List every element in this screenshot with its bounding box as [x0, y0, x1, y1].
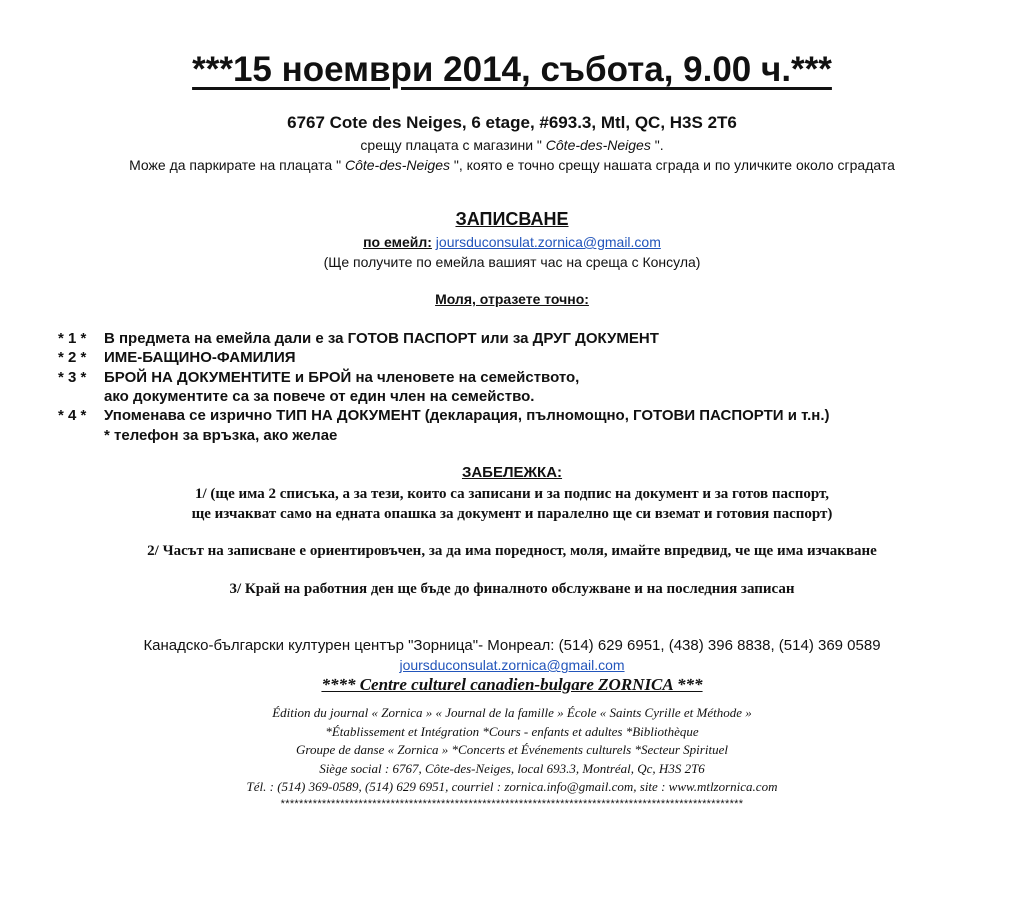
parking-text: Може да паркирате на плацата " — [129, 157, 345, 173]
opposite-text: срещу плацата с магазини " — [360, 137, 546, 153]
opposite-end: ". — [650, 137, 664, 153]
list-item-text: БРОЙ НА ДОКУМЕНТИТЕ и БРОЙ на членовете на семейството, — [104, 369, 580, 386]
note-3: 3/ Край на работния ден ще бъде до финалното обслужване и на последния записан — [229, 581, 795, 597]
parking-line — [0, 157, 1024, 173]
email-label: по емейл: — [363, 234, 432, 250]
list-item-text: В предмета на емейла дали е за ГОТОВ ПАСПОРТ или за ДРУГ ДОКУМЕНТ — [104, 330, 659, 347]
footer-line-3: Groupe de danse « Zornica » *Concerts et Événements culturels *Secteur Spirituel — [296, 742, 728, 757]
event-date-title-text: ***15 ноември 2014, събота, 9.00 ч.*** — [192, 50, 832, 89]
footer-line-5: Tél. : (514) 369-0589, (514) 629 6951, courriel : zornica.info@gmail.com, site : www.mtlzornica.com — [246, 779, 778, 794]
opposite-line — [0, 137, 1024, 153]
opposite-place: Côte-des-Neiges — [545, 137, 651, 153]
list-item-number: * 1 * — [58, 330, 87, 347]
list-item-text: ИМЕ-БАЩИНО-ФАМИЛИЯ — [104, 349, 296, 366]
registration-email-note: (Ще получите по емейла вашият час на среща с Консула) — [323, 254, 701, 270]
list-item-text: Упоменава се изрично ТИП НА ДОКУМЕНТ (декларация, пълномощно, ГОТОВИ ПАСПОРТИ и т.н.) — [104, 407, 830, 424]
parking-place: Côte-des-Neiges — [344, 157, 451, 173]
please-note: Моля, отразете точно: — [435, 291, 589, 307]
notes-title: ЗАБЕЛЕЖКА: — [461, 464, 563, 481]
note-1a: 1/ (ще има 2 списъка, а за тези, които са записани и за подпис на документ и за готов паспорт, — [195, 486, 829, 502]
registration-email-link[interactable]: joursduconsulat.zornica@gmail.com — [435, 234, 661, 250]
note-1b: ще изчакват само на едната опашка за документ и паралелно ще си вземат и готовия паспорт) — [191, 506, 833, 522]
event-date-title — [0, 50, 1024, 90]
address: 6767 Cote des Neiges, 6 etage, #693.3, Mtl, QC, H3S 2T6 — [287, 113, 737, 132]
footer-email — [0, 657, 1024, 673]
footer-email-link[interactable]: joursduconsulat.zornica@gmail.com — [399, 657, 625, 673]
registration-title: ЗАПИСВАНЕ — [455, 209, 569, 229]
center-name-text: **** Centre culturel canadien-bulgare ZORNICA *** — [321, 675, 703, 694]
registration-email-line — [0, 234, 1024, 250]
parking-end: ", която е точно срещу нашата сграда и по уличките около сградата — [450, 157, 895, 173]
footer-line-1: Édition du journal « Zornica » « Journal de la famille » École « Saints Cyrille et Méthode » — [272, 705, 752, 720]
list-item-number: * 4 * — [58, 407, 87, 424]
list-item-number: * 2 * — [58, 349, 87, 366]
center-name — [0, 675, 1024, 695]
footer-line-4: Siège social : 6767, Côte-des-Neiges, local 693.3, Montréal, Qc, H3S 2T6 — [319, 761, 705, 776]
list-item-text: * телефон за връзка, ако желае — [104, 427, 338, 444]
list-item-number: * 3 * — [58, 369, 87, 386]
footer-stars-divider: ***************************************************************************************************** — [280, 798, 744, 810]
footer-contact: Канадско-български културен център "Зорница"- Монреал: (514) 629 6951, (438) 396 8838, (514) 369 0589 — [143, 637, 881, 654]
list-item-text: ако документите са за повече от един член на семейство. — [104, 388, 535, 405]
footer-line-2: *Établissement et Intégration *Cours - enfants et adultes *Bibliothèque — [325, 724, 699, 739]
note-2: 2/ Часът на записване е ориентировъчен, за да има поредност, моля, имайте впредвид, че ще има изчакване — [147, 543, 877, 559]
